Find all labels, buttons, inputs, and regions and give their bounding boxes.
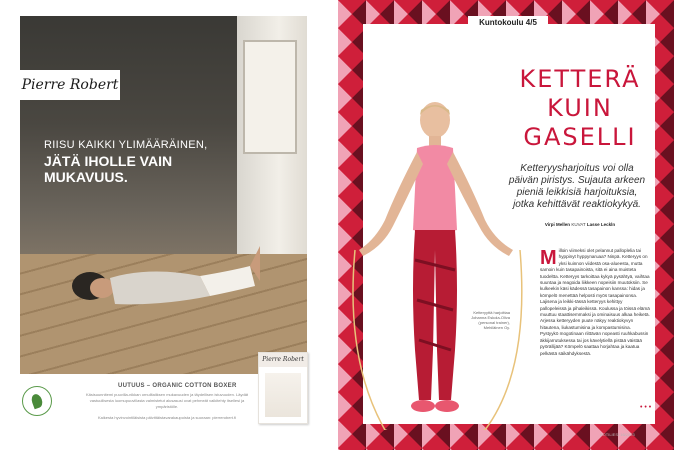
brand-logo: Pierre Robert — [20, 70, 120, 100]
window-decoration — [243, 40, 297, 154]
model-figure — [60, 226, 260, 316]
ad-tagline-line3: MUKAVUUS. — [44, 169, 128, 185]
headline-line1: KETTERÄ — [519, 65, 641, 93]
ad-product-description: Käsisuunnitemi puuvilla-nikkan ornulltaiiksen mukavuuden ja täydellisen istuvuuden. Läydät vastuullisesta luomupuuvillasta valmistetut alusasusi ovat pehmeät vaikitehty itsellesi ja ympäristölle. — [85, 392, 249, 409]
ad-store-info: Kaikesta hyvinvointiläisista päivittäistavarakaupoista ja suoraan: pierrerobert.fi — [97, 415, 237, 420]
page-footer: KOTILIESI 16/2023 — [600, 432, 635, 437]
photo-caption: Ketteryyttä harjoittaa Johanna Eskola-Oliva (personal trainer), Mehiläinen Oy. — [471, 310, 510, 330]
organic-leaf-icon — [22, 386, 52, 416]
article-body-text: illoin viimeksi olet pelannut palloplelia tai hyppinyt hyppynaruaa? Ninpä. Ketteryys on yksi kuinnon viidestä osa-alueesta, mutta samoin kuin tasapainoista, sitä ei aina muisteta tuodeltta. Ketteryys tarkoittaa kykyä pysähtyä, vaihtaa suuntaa ja reagoida liikkeen nopeisiin muutoksiin. Se kulkeekin käsi kädessä tasapainon kanssa: hidas ja kömpelö menettää helposti myös tasapainonsa. Lajisena ja leikki-tässä ketteryys kehittyy pallopeleissä ja pihaleikissä. Koulussa ja töissä elämä muuttuu staattisemmaksi ja ominaisuus alkaa heiketä. Arjessa ketteryyden puute näkyy reaktiokyvyn hitautena, liukastumisina ja kompastumisina. Pystyykö mogotinaan riittävän nopeasti ruuhkabussin äkkijarrutuksessa tai jos kävelytiellä pistää väistää pyörällijää? Kömpelö saattaa horjahtaa ja kaatua pelkästä säikähdyksestä. — [540, 248, 650, 356]
headline-line3: GASELLI — [523, 123, 637, 151]
article-body — [540, 248, 650, 357]
section-label: Kuntokoulu 4/5 — [468, 16, 548, 30]
athlete-figure — [345, 100, 525, 430]
ad-tagline-line1: RIISU KAIKKI YLIMÄÄRÄINEN, — [44, 139, 208, 151]
product-package — [258, 352, 308, 424]
credit-photo-label: KUVAT — [571, 222, 586, 227]
ad-tagline-emphasis — [44, 153, 244, 185]
credit-photographer: Lasse Leckln — [586, 222, 616, 227]
drop-cap: M — [540, 247, 557, 269]
ad-product-title: UUTUUS – ORGANIC COTTON BOXER — [118, 383, 237, 389]
article-credit — [520, 222, 640, 227]
continue-dots: • • • — [640, 404, 652, 411]
article-dek: Ketteryysharjoitus voi olla päivän piristys. Sujauta arkeen pieniä leikkisiä harjoituksia, jotka kehittävät reaktiokykyä. — [508, 163, 646, 210]
credit-author: Virpi Mellen — [544, 222, 571, 227]
headline-line2: KUIN — [547, 94, 613, 122]
product-package-brand: Pierre Robert — [262, 356, 304, 363]
ad-tagline-line2: JÄTÄ IHOLLE VAIN — [44, 153, 173, 169]
advertisement-page — [0, 0, 336, 450]
